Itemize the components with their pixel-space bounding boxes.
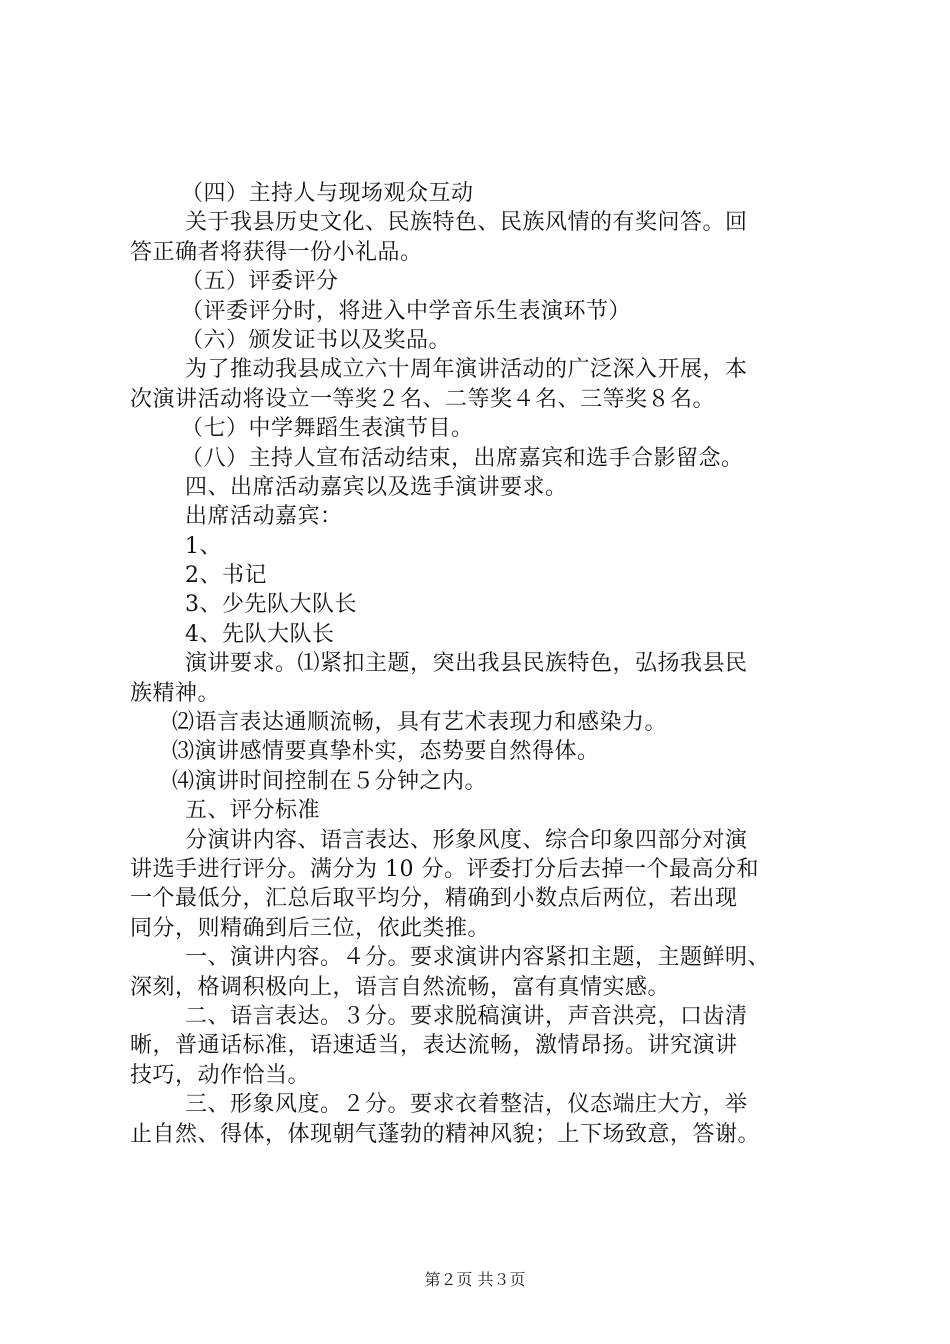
text-line: 演讲要求。⑴紧扣主题，突出我县民族特色，弘扬我县民 bbox=[185, 651, 748, 677]
text-line: 为了推动我县成立六十周年演讲活动的广泛深入开展，本 bbox=[185, 357, 748, 383]
document-body bbox=[130, 179, 842, 1149]
text-line: 一个最低分，汇总后取平均分，精确到小数点后两位，若出现 bbox=[130, 886, 738, 912]
text-line: （五）评委评分 bbox=[181, 269, 339, 295]
text-line: 止自然、得体，体现朝气蓬勃的精神风貌；上下场致意，答谢。 bbox=[130, 1121, 761, 1147]
text-line: 3、少先队大队长 bbox=[185, 592, 357, 618]
text-line: 1、 bbox=[185, 533, 222, 559]
text-line: （六）颁发证书以及奖品。 bbox=[181, 327, 452, 353]
text-line: ⑷演讲时间控制在５分钟之内。 bbox=[172, 768, 488, 794]
text-line: 族精神。 bbox=[130, 680, 221, 706]
text-line: 讲选手进行评分。满分为 10 分。评委打分后去掉一个最高分和 bbox=[130, 856, 759, 882]
text-line: 2、书记 bbox=[185, 563, 267, 589]
text-line: ⑶演讲感情要真挚朴实，态势要自然得体。 bbox=[172, 739, 600, 765]
text-line: 关于我县历史文化、民族特色、民族风情的有奖问答。回 bbox=[185, 210, 748, 236]
text-line: 技巧，动作恰当。 bbox=[130, 1062, 311, 1088]
text-line: 一、演讲内容。４分。要求演讲内容紧扣主题，主题鲜明、 bbox=[185, 945, 771, 971]
text-line: （七）中学舞蹈生表演节目。 bbox=[181, 416, 474, 442]
text-line: 同分，则精确到后三位，依此类推。 bbox=[130, 915, 491, 941]
text-line: 4、先队大队长 bbox=[185, 621, 335, 647]
page-footer: 第２页 共３页 bbox=[424, 1270, 526, 1289]
text-line: 三、形象风度。２分。要求衣着整洁，仪态端庄大方，举 bbox=[185, 1092, 748, 1118]
text-line: 五、评分标准 bbox=[185, 798, 321, 824]
text-line: 出席活动嘉宾： bbox=[185, 504, 343, 530]
text-line: 深刻，格调积极向上，语言自然流畅，富有真情实感。 bbox=[130, 974, 671, 1000]
text-line: （评委评分时，将进入中学音乐生表演环节） bbox=[181, 298, 632, 324]
text-line: 四、出席活动嘉宾以及选手演讲要求。 bbox=[185, 474, 568, 500]
text-line: 答正确者将获得一份小礼品。 bbox=[130, 239, 423, 265]
text-line: （八）主持人宣布活动结束，出席嘉宾和选手合影留念。 bbox=[181, 445, 744, 471]
text-line: 晰，普通话标准，语速适当，表达流畅，激情昂扬。讲究演讲 bbox=[130, 1033, 738, 1059]
text-line: （四）主持人与现场观众互动 bbox=[181, 181, 474, 206]
text-line: 次演讲活动将设立一等奖２名、二等奖４名、三等奖８名。 bbox=[130, 386, 716, 412]
text-line: 二、语言表达。３分。要求脱稿演讲，声音洪亮，口齿清 bbox=[185, 1003, 748, 1029]
text-line: 分演讲内容、语言表达、形象风度、综合印象四部分对演 bbox=[185, 827, 748, 853]
text-line: ⑵语言表达通顺流畅，具有艺术表现力和感染力。 bbox=[172, 710, 668, 736]
